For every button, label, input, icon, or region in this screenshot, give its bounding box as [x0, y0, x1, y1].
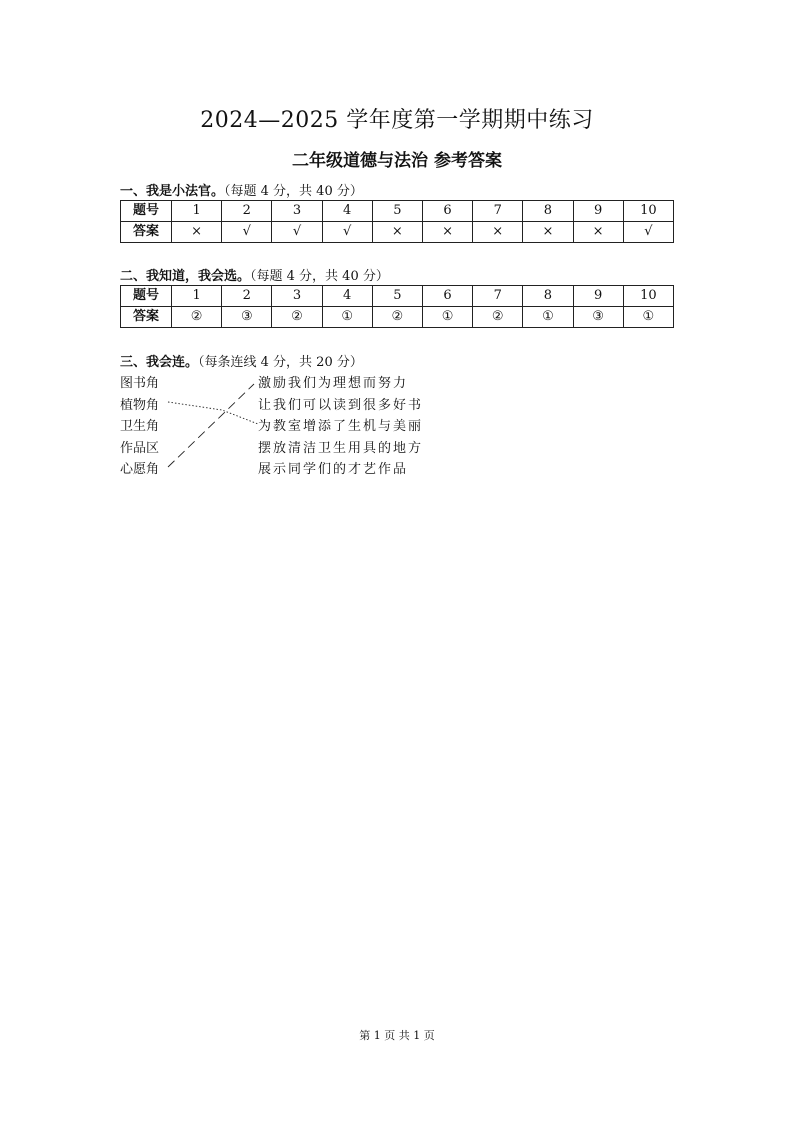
answer-cell: × [172, 222, 222, 243]
row-label-answer: 答案 [121, 222, 172, 243]
match-left-item: 图书角 [120, 376, 160, 391]
answer-cell: ③ [573, 307, 623, 328]
row-label-question: 题号 [121, 201, 172, 222]
answer-cell: ② [172, 307, 222, 328]
answer-cell: √ [222, 222, 272, 243]
question-number: 1 [172, 286, 222, 307]
match-right-item: 摆放清洁卫生用具的地方 [258, 440, 424, 456]
answer-cell: × [473, 222, 523, 243]
question-number: 2 [222, 201, 272, 222]
answer-cell: × [573, 222, 623, 243]
question-number: 7 [473, 286, 523, 307]
answer-cell: ③ [222, 307, 272, 328]
question-number: 2 [222, 286, 272, 307]
match-right-item: 激励我们为理想而努力 [258, 376, 409, 391]
match-left-item: 作品区 [120, 440, 160, 456]
match-line-dashed [168, 384, 254, 467]
match-right-item: 展示同学们的才艺作品 [258, 462, 409, 477]
answer-cell: × [422, 222, 472, 243]
section1-note: （每题 4 分，共 40 分） [224, 184, 363, 199]
page-subtitle: 二年级道德与法治 参考答案 [292, 151, 502, 171]
answer-cell: √ [623, 222, 673, 243]
question-number: 10 [623, 201, 673, 222]
question-number: 9 [573, 201, 623, 222]
section1-title: 一、我是小法官。 [120, 184, 225, 199]
answer-cell: ① [422, 307, 472, 328]
answer-cell: ② [272, 307, 322, 328]
answer-cell: × [372, 222, 422, 243]
page-title: 2024—2025 学年度第一学期期中练习 [200, 108, 594, 133]
section3-note: （每条连线 4 分，共 20 分） [198, 355, 363, 370]
question-number: 8 [523, 286, 573, 307]
question-number: 7 [473, 201, 523, 222]
row-label-answer: 答案 [121, 307, 172, 328]
match-left-item: 心愿角 [120, 462, 160, 477]
section3-title: 三、我会连。 [120, 355, 199, 370]
question-number: 6 [422, 286, 472, 307]
page-footer: 第 1 页 共 1 页 [359, 1029, 435, 1042]
answer-cell: √ [272, 222, 322, 243]
question-number: 4 [322, 201, 372, 222]
answer-cell: ① [623, 307, 673, 328]
answer-cell: ② [473, 307, 523, 328]
match-left-item: 卫生角 [120, 419, 160, 434]
answer-cell: √ [322, 222, 372, 243]
match-left-item: 植物角 [120, 397, 160, 413]
question-number: 10 [623, 286, 673, 307]
section2-note: （每题 4 分，共 40 分） [250, 269, 389, 284]
row-label-question: 题号 [121, 286, 172, 307]
question-number: 3 [272, 286, 322, 307]
question-number: 3 [272, 201, 322, 222]
question-number: 5 [372, 201, 422, 222]
match-line-dotted [168, 402, 258, 424]
match-right-item: 让我们可以读到很多好书 [258, 397, 424, 413]
question-number: 6 [422, 201, 472, 222]
question-number: 4 [322, 286, 372, 307]
answer-cell: ① [523, 307, 573, 328]
match-right-item: 为教室增添了生机与美丽 [258, 419, 424, 434]
question-number: 5 [372, 286, 422, 307]
question-number: 1 [172, 201, 222, 222]
answer-cell: ① [322, 307, 372, 328]
section2-title: 二、我知道，我会选。 [120, 269, 251, 284]
answer-cell: ② [372, 307, 422, 328]
question-number: 8 [523, 201, 573, 222]
answer-cell: × [523, 222, 573, 243]
question-number: 9 [573, 286, 623, 307]
